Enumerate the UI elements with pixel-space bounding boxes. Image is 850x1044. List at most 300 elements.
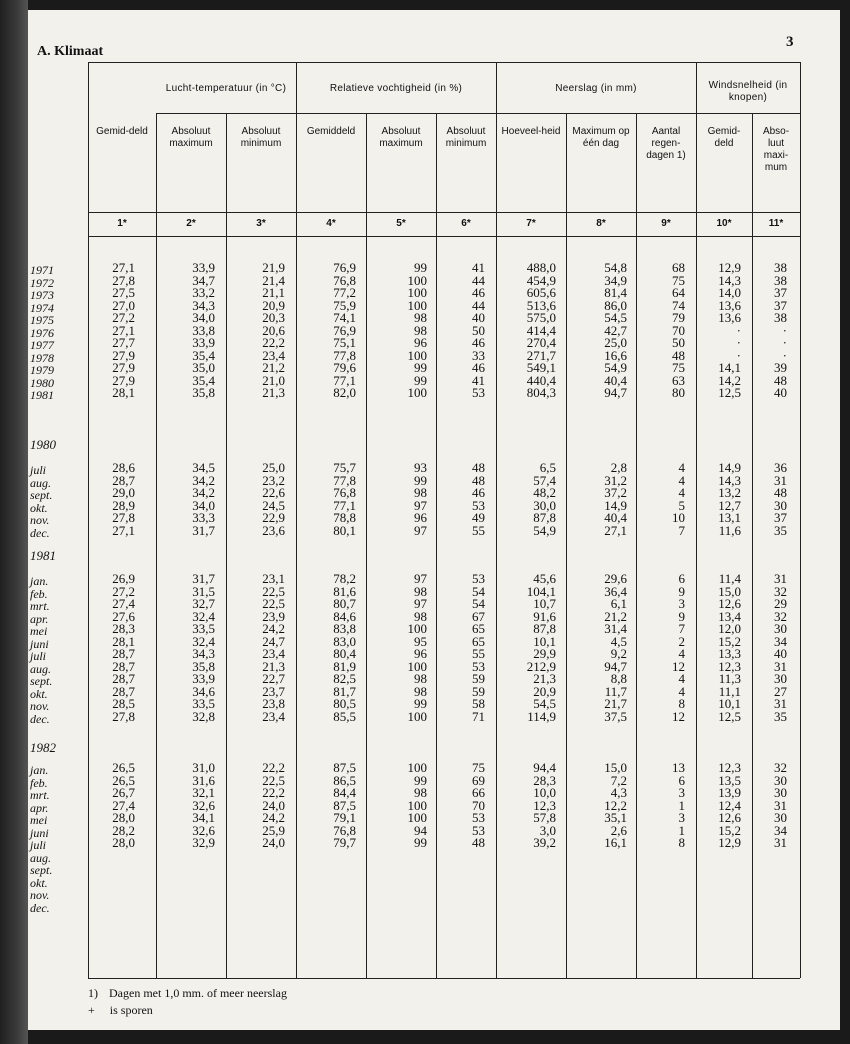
table-cell: 48 (472, 835, 485, 850)
table-cell: 21,3 (262, 385, 285, 400)
table-cell: 31 (774, 696, 787, 711)
table-cell: 10,0 (533, 785, 556, 800)
table-cell: 4,3 (610, 785, 627, 800)
table-cell: 28,1 (112, 633, 135, 649)
table-cell: 33,3 (192, 510, 215, 525)
table-cell: 22,6 (262, 485, 285, 500)
table-cell: 20,9 (262, 297, 285, 313)
table-cell: 32 (774, 608, 787, 624)
table-cell: 77,1 (333, 372, 356, 388)
table-cell: 25,9 (262, 822, 285, 838)
row-label: sept. (30, 674, 53, 688)
table-cell: 54 (472, 583, 485, 599)
table-cell: 10 (672, 510, 685, 525)
table-cell: 31,5 (192, 583, 215, 599)
table-cell: 97 (414, 522, 427, 538)
table-cell: 12 (672, 708, 685, 724)
table-cell: 9 (678, 608, 685, 624)
table-cell: 12,6 (718, 810, 741, 825)
table-cell: · (736, 322, 741, 338)
table-cell: 79,7 (333, 835, 356, 850)
table-cell: 65 (472, 633, 485, 649)
table-cell: 7,2 (610, 772, 627, 788)
row-label: jan. (30, 763, 49, 777)
row-label: 1975 (30, 313, 54, 327)
table-cell: 96 (414, 646, 427, 661)
table-cell: 27,1 (112, 322, 135, 338)
table-cell: 38 (774, 260, 787, 275)
table-cell: 50 (672, 335, 685, 350)
table-cell: 32,1 (192, 785, 215, 800)
table-cell: 36 (774, 460, 787, 475)
row-label: 1972 (30, 275, 54, 290)
table-cell: 98 (414, 683, 427, 699)
table-cell: 11,6 (718, 522, 741, 538)
book-spine (0, 0, 28, 1044)
table-cell: 37 (774, 510, 787, 525)
table-cell: 15,0 (718, 583, 741, 599)
table-cell: 23,4 (262, 646, 285, 661)
table-cell: 31,7 (192, 522, 215, 538)
table-cell: 7 (678, 621, 685, 636)
table-cell: 13,3 (718, 646, 741, 661)
table-cell: 99 (414, 372, 427, 388)
table-cell: 77,8 (333, 347, 356, 363)
table-cell: 23,9 (262, 608, 285, 624)
table-cell: 30 (774, 497, 787, 513)
table-cell: 414,4 (526, 322, 556, 338)
table-cell: 34,5 (192, 460, 215, 475)
row-label: dec. (30, 525, 50, 540)
table-cell: 13,6 (718, 297, 741, 313)
table-cell: 54,5 (604, 310, 627, 325)
table-cell: 24,5 (262, 497, 285, 513)
table-cell: 37 (774, 285, 787, 300)
table-cell: 57,4 (533, 472, 556, 488)
row-label: nov. (30, 888, 50, 902)
table-cell: 46 (472, 335, 485, 350)
table-cell: 93 (414, 460, 427, 475)
table-cell: 64 (672, 285, 685, 300)
table-cell: · (782, 335, 787, 350)
table-cell: 94,7 (604, 658, 627, 674)
table-cell: 21,2 (262, 360, 285, 375)
table-cell: · (782, 322, 787, 338)
table-cell: 804,3 (526, 385, 556, 400)
table-cell: 81,6 (333, 583, 356, 599)
table-cell: 31,0 (192, 760, 215, 775)
table-cell: 32 (774, 583, 787, 599)
table-cell: 16,6 (604, 347, 627, 363)
table-cell: 23,6 (262, 522, 285, 538)
table-cell: 48,2 (533, 485, 556, 500)
table-cell: 99 (414, 696, 427, 711)
table-cell: 21,3 (533, 671, 556, 686)
table-cell: 22,2 (262, 785, 285, 800)
group-title-rain: Neerslag (in mm) (555, 83, 637, 94)
table-cell: 97 (414, 596, 427, 611)
table-cell: 37,5 (604, 708, 627, 724)
table-cell: 212,9 (526, 658, 556, 674)
table-cell: 28,3 (533, 772, 556, 788)
table-cell: 40 (472, 310, 485, 325)
column-header-8: Maximum op één dag (572, 126, 630, 149)
table-cell: 53 (472, 385, 485, 400)
table-cell: 6,1 (610, 596, 627, 611)
table-cell: 81,7 (333, 683, 356, 699)
table-cell: 77,2 (333, 285, 356, 300)
table-cell: 549,1 (526, 360, 556, 375)
table-cell: 75,1 (333, 335, 356, 350)
row-label: 1973 (30, 288, 54, 302)
table-cell: 440,4 (526, 372, 556, 388)
table-cell: 40,4 (604, 372, 627, 388)
row-label: feb. (30, 586, 48, 601)
table-cell: 13,2 (718, 485, 741, 500)
table-cell: 24,7 (262, 633, 285, 649)
table-cell: 67 (472, 608, 485, 624)
table-cell: 24,2 (262, 810, 285, 825)
table-cell: 84,6 (333, 608, 356, 624)
row-label: apr. (30, 611, 49, 626)
column-number-9: 9* (661, 218, 671, 229)
table-cell: 34,1 (192, 810, 215, 825)
table-cell: 27,6 (112, 608, 135, 624)
table-cell: 13,6 (718, 310, 741, 325)
table-cell: 13,4 (718, 608, 741, 624)
table-cell: 27,5 (112, 285, 135, 300)
table-cell: 28,3 (112, 621, 135, 636)
table-cell: 4 (678, 485, 685, 500)
table-cell: 68 (672, 260, 685, 275)
table-cell: 27,1 (112, 522, 135, 538)
table-cell: 69 (472, 772, 485, 788)
table-cell: 10,7 (533, 596, 556, 611)
table-cell: 65 (472, 621, 485, 636)
row-label: 1979 (30, 363, 54, 377)
table-cell: 48 (774, 485, 787, 500)
table-cell: 28,0 (112, 810, 135, 825)
table-cell: 28,2 (112, 822, 135, 838)
row-label: 1980 (30, 375, 54, 390)
table-cell: 27,0 (112, 297, 135, 313)
table-cell: 80,4 (333, 646, 356, 661)
table-cell: 8,8 (610, 671, 627, 686)
table-cell: 45,6 (533, 571, 556, 586)
table-cell: 21,1 (262, 285, 285, 300)
table-cell: 34,3 (192, 646, 215, 661)
table-cell: 77,8 (333, 472, 356, 488)
table-cell: 29,0 (112, 485, 135, 500)
table-cell: 11,1 (718, 683, 741, 699)
table-cell: 33,9 (192, 260, 215, 275)
table-cell: 31,6 (192, 772, 215, 788)
table-cell: 55 (472, 522, 485, 538)
table-cell: 10,1 (718, 696, 741, 711)
table-cell: 27 (774, 683, 787, 699)
row-label: 1976 (30, 325, 54, 340)
table-cell: 76,9 (333, 260, 356, 275)
table-cell: 98 (414, 608, 427, 624)
table-cell: 31 (774, 658, 787, 674)
table-cell: 79,6 (333, 360, 356, 375)
table-cell: 13 (672, 760, 685, 775)
row-label: sept. (30, 488, 53, 502)
table-cell: 48 (672, 347, 685, 363)
table-cell: 98 (414, 671, 427, 686)
table-cell: 12,9 (718, 835, 741, 850)
row-label: dec. (30, 711, 50, 726)
column-number-8: 8* (596, 218, 606, 229)
table-cell: 16,1 (604, 835, 627, 850)
table-cell: 28,7 (112, 671, 135, 686)
table-cell: 71 (472, 708, 485, 724)
table-cell: 270,4 (526, 335, 556, 350)
table-cell: 100 (407, 810, 427, 825)
table-cell: 30 (774, 785, 787, 800)
table-cell: 34,2 (192, 472, 215, 488)
table-cell: 271,7 (526, 347, 556, 363)
table-cell: 12,3 (718, 658, 741, 674)
row-label: feb. (30, 775, 48, 790)
table-cell: 3,0 (539, 822, 556, 838)
table-cell: 53 (472, 571, 485, 586)
table-cell: 30 (774, 671, 787, 686)
table-cell: · (736, 335, 741, 350)
table-cell: 27,2 (112, 310, 135, 325)
column-number-4: 4* (326, 218, 336, 229)
table-cell: 74,1 (333, 310, 356, 325)
table-cell: 31,7 (192, 571, 215, 586)
table-cell: 27,4 (112, 797, 135, 813)
table-cell: 54,5 (533, 696, 556, 711)
table-cell: 83,0 (333, 633, 356, 649)
table-cell: 76,8 (333, 822, 356, 838)
table-cell: 54,9 (533, 522, 556, 538)
table-cell: 26,5 (112, 760, 135, 775)
table-cell: 12 (672, 658, 685, 674)
table-cell: 4 (678, 683, 685, 699)
table-cell: 98 (414, 485, 427, 500)
table-cell: 15,2 (718, 822, 741, 838)
table-cell: 13,9 (718, 785, 741, 800)
page-number: 3 (786, 34, 794, 50)
column-header-5: Absoluut maximum (379, 126, 423, 149)
table-cell: 54,8 (604, 260, 627, 275)
table-cell: 21,4 (262, 272, 285, 288)
table-cell: 454,9 (526, 272, 556, 288)
table-cell: 75,9 (333, 297, 356, 313)
table-cell: 59 (472, 671, 485, 686)
table-cell: 28,6 (112, 460, 135, 475)
table-cell: 48 (472, 472, 485, 488)
footnote-2 (88, 1003, 153, 1018)
table-cell: 33,9 (192, 335, 215, 350)
group-header-rule (156, 113, 800, 114)
column-number-7: 7* (526, 218, 536, 229)
table-cell: 575,0 (526, 310, 556, 325)
table-cell: 35 (774, 708, 787, 724)
table-cell: 3 (678, 785, 685, 800)
table-cell: 58 (472, 696, 485, 711)
table-top-rule (88, 62, 800, 63)
table-cell: 21,2 (604, 608, 627, 624)
table-cell: 87,5 (333, 760, 356, 775)
row-label: okt. (30, 500, 48, 515)
row-label: nov. (30, 699, 50, 713)
table-cell: 53 (472, 810, 485, 825)
table-cell: 97 (414, 571, 427, 586)
table-cell: 53 (472, 497, 485, 513)
table-cell: · (736, 347, 741, 363)
table-cell: 20,6 (262, 322, 285, 338)
table-cell: 27,4 (112, 596, 135, 611)
table-cell: 39 (774, 360, 787, 375)
table-cell: 12,6 (718, 596, 741, 611)
column-header-1: Gemid-deld (96, 126, 148, 137)
table-cell: 22,9 (262, 510, 285, 525)
table-cell: 81,4 (604, 285, 627, 300)
table-cell: 32,7 (192, 596, 215, 611)
table-cell: 27,9 (112, 360, 135, 375)
table-cell: 33,8 (192, 322, 215, 338)
table-cell: 66 (472, 785, 485, 800)
table-cell: 42,7 (604, 322, 627, 338)
table-cell: 75,7 (333, 460, 356, 475)
table-cell: 1 (678, 797, 685, 813)
table-cell: 96 (414, 335, 427, 350)
table-cell: 34,9 (604, 272, 627, 288)
table-cell: 80,7 (333, 596, 356, 611)
row-label: sept. (30, 863, 53, 877)
table-cell: 24,2 (262, 621, 285, 636)
table-cell: 11,3 (718, 671, 741, 686)
table-cell: 98 (414, 785, 427, 800)
table-cell: 12,3 (533, 797, 556, 813)
table-cell: 32,9 (192, 835, 215, 850)
table-cell: 63 (672, 372, 685, 388)
table-cell: 21,0 (262, 372, 285, 388)
table-cell: 11,4 (718, 571, 741, 586)
table-cell: 78,2 (333, 571, 356, 586)
table-cell: 46 (472, 285, 485, 300)
table-cell: 54,9 (604, 360, 627, 375)
column-number-5: 5* (396, 218, 406, 229)
table-cell: 85,5 (333, 708, 356, 724)
table-cell: 100 (407, 708, 427, 724)
table-cell: 33,5 (192, 696, 215, 711)
table-cell: 27,8 (112, 708, 135, 724)
table-cell: 30 (774, 772, 787, 788)
table-cell: 33,9 (192, 671, 215, 686)
table-cell: 80 (672, 385, 685, 400)
table-cell: 82,5 (333, 671, 356, 686)
footnote-1-text: Dagen met 1,0 mm. of meer neerslag (109, 986, 287, 1000)
column-number-2: 2* (186, 218, 196, 229)
column-header-3: Absoluut minimum (240, 126, 282, 149)
table-cell: 12,7 (718, 497, 741, 513)
table-cell: 114,9 (527, 708, 556, 724)
section-heading: 1981 (30, 548, 56, 563)
row-label: okt. (30, 686, 48, 701)
table-cell: 86,0 (604, 297, 627, 313)
table-cell: 80,1 (333, 522, 356, 538)
row-label: mei (30, 813, 48, 827)
table-cell: 21,9 (262, 260, 285, 275)
table-cell: 25,0 (604, 335, 627, 350)
table-cell: 22,7 (262, 671, 285, 686)
table-cell: 24,0 (262, 797, 285, 813)
table-cell: 104,1 (526, 583, 556, 599)
table-cell: 40 (774, 385, 787, 400)
table-cell: 28,9 (112, 497, 135, 513)
table-cell: 2,6 (610, 822, 627, 838)
table-cell: 44 (472, 272, 485, 288)
table-cell: 41 (472, 260, 485, 275)
table-cell: 34 (774, 633, 787, 649)
column-header-7: Hoeveel-heid (501, 126, 561, 137)
row-label: 1981 (30, 388, 54, 402)
table-cell: 53 (472, 822, 485, 838)
row-label: mei (30, 624, 48, 638)
table-cell: 74 (672, 297, 685, 313)
table-cell: 91,6 (533, 608, 556, 624)
table-cell: 20,3 (262, 310, 285, 325)
table-cell: 4 (678, 671, 685, 686)
table-cell: 22,5 (262, 583, 285, 599)
table-cell: 81,9 (333, 658, 356, 674)
table-cell: 23,4 (262, 347, 285, 363)
row-label: mrt. (30, 788, 50, 802)
table-cell: 14,3 (718, 272, 741, 288)
table-cell: 100 (407, 297, 427, 313)
table-cell: 12,3 (718, 760, 741, 775)
table-cell: 28,7 (112, 658, 135, 674)
table-cell: 34 (774, 822, 787, 838)
footnote-2-mark: + (88, 1003, 95, 1017)
table-cell: 35 (774, 522, 787, 538)
row-label: juli (30, 649, 47, 663)
table-cell: 21,3 (262, 658, 285, 674)
table-cell: 4,5 (610, 633, 627, 649)
table-cell: 33,2 (192, 285, 215, 300)
table-cell: 12,4 (718, 797, 741, 813)
table-cell: 41 (472, 372, 485, 388)
table-cell: 12,5 (718, 708, 741, 724)
table-cell: 99 (414, 772, 427, 788)
table-cell: 4 (678, 460, 685, 475)
table-cell: 27,2 (112, 583, 135, 599)
section-heading: 1980 (30, 437, 56, 452)
table-cell: 31 (774, 797, 787, 813)
table-cell: 34,0 (192, 497, 215, 513)
table-cell: 14,2 (718, 372, 741, 388)
table-cell: 24,0 (262, 835, 285, 850)
table-cell: 20,9 (533, 683, 556, 699)
table-cell: 100 (407, 760, 427, 775)
table-cell: 50 (472, 322, 485, 338)
table-cell: 13,5 (718, 772, 741, 788)
row-label: nov. (30, 513, 50, 527)
column-number-rule-top (88, 212, 800, 213)
table-cell: 31,2 (604, 472, 627, 488)
table-cell: 12,2 (604, 797, 627, 813)
table-cell: 100 (407, 385, 427, 400)
table-cell: 28,7 (112, 472, 135, 488)
table-cell: 75 (672, 360, 685, 375)
table-cell: 27,7 (112, 335, 135, 350)
table-cell: 40,4 (604, 510, 627, 525)
